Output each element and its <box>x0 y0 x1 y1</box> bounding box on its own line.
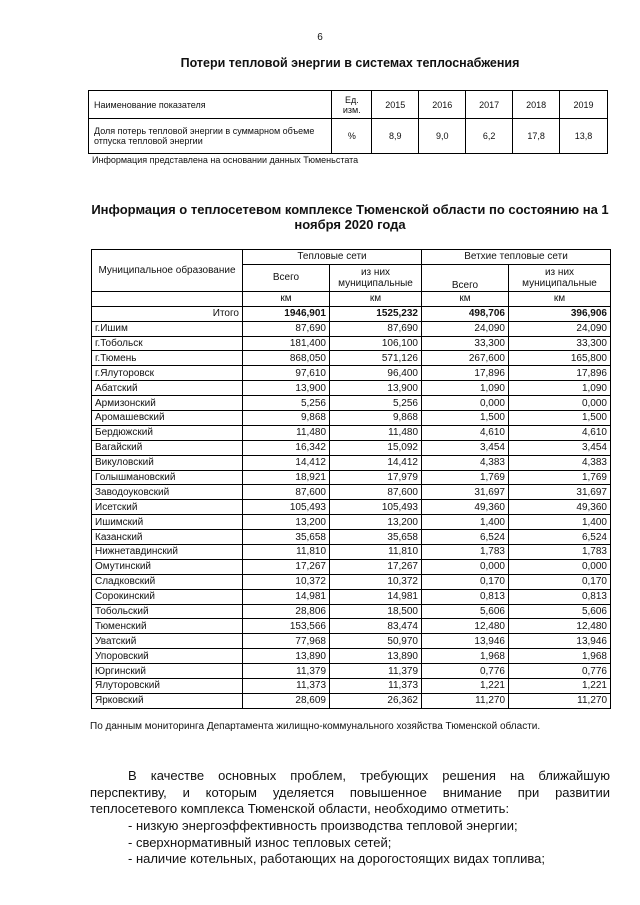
table-cell-value: 77,968 <box>243 634 330 649</box>
total-label: Итого <box>92 306 243 321</box>
table-row <box>92 336 611 351</box>
municipality-name: Исетский <box>92 500 243 515</box>
table-cell-value: 1,783 <box>422 545 509 560</box>
table-cell-value: 571,126 <box>330 351 422 366</box>
municipality-name: Заводоуковский <box>92 485 243 500</box>
table-cell-value: 5,606 <box>509 604 611 619</box>
table-cell-value: 0,776 <box>509 664 611 679</box>
municipality-name: Ялуторовский <box>92 679 243 694</box>
table-cell-value: 9,868 <box>243 411 330 426</box>
table-cell-value: 4,383 <box>509 455 611 470</box>
table-row <box>92 693 611 708</box>
table-cell-value: 4,610 <box>509 425 611 440</box>
table-cell-value: 18,921 <box>243 470 330 485</box>
table-cell-value: 1,783 <box>509 545 611 560</box>
table-cell-value: 11,373 <box>243 679 330 694</box>
header-unit-km: км <box>509 291 611 306</box>
heat-loss-note: Информация представлена на основании данных Тюменьстата <box>92 155 359 165</box>
table-cell-value: 12,480 <box>422 619 509 634</box>
indicator-value: 13,8 <box>560 119 608 154</box>
heat-network-table <box>91 249 611 709</box>
table-cell-value: 5,606 <box>422 604 509 619</box>
municipality-name: Омутинский <box>92 559 243 574</box>
table-cell-value: 0,000 <box>509 396 611 411</box>
table-cell-value: 0,000 <box>422 559 509 574</box>
table-cell-value: 5,256 <box>330 396 422 411</box>
heat-loss-table <box>88 90 608 154</box>
heat-network-table-title: Информация о теплосетевом комплексе Тюменской области по состоянию на 1 ноября 2020 года <box>91 202 609 232</box>
header-total: Всего <box>243 264 330 291</box>
header-old-networks: Ветхие тепловые сети <box>422 250 611 265</box>
table-cell-value: 11,480 <box>330 425 422 440</box>
table-cell-value: 13,200 <box>243 515 330 530</box>
table-row <box>92 530 611 545</box>
table-cell-value: 0,813 <box>422 589 509 604</box>
table-cell-value: 11,270 <box>509 693 611 708</box>
table-cell-value: 14,412 <box>243 455 330 470</box>
table-cell-value: 1,400 <box>422 515 509 530</box>
table-row <box>92 589 611 604</box>
header-municipality: Муниципальное образование <box>92 250 243 292</box>
table-cell-value: 49,360 <box>509 500 611 515</box>
table-cell-value: 1,221 <box>422 679 509 694</box>
header-unit-km: км <box>243 291 330 306</box>
table-cell-value: 4,610 <box>422 425 509 440</box>
table-row <box>92 515 611 530</box>
municipality-name: Уватский <box>92 634 243 649</box>
table-cell-value: 13,200 <box>330 515 422 530</box>
total-value: 396,906 <box>509 306 611 321</box>
table-cell-value: 153,566 <box>243 619 330 634</box>
table-row <box>92 351 611 366</box>
table-row <box>92 634 611 649</box>
municipality-name: Ишимский <box>92 515 243 530</box>
page-number: 6 <box>317 32 323 43</box>
table-source-note: По данным мониторинга Департамента жилищно-коммунального хозяйства Тюменской области. <box>90 721 541 732</box>
body-paragraph: В качестве основных проблем, требующих решения на ближайшую перспективу, и которым уделяется повышенное внимание при развитии теплосетевого комплекса Тюменской области, необходимо отметить: <box>90 768 610 816</box>
table-cell-value: 17,267 <box>243 559 330 574</box>
header-municipal: из них муниципальные <box>330 264 422 291</box>
table-row <box>92 604 611 619</box>
table-cell-value: 105,493 <box>330 500 422 515</box>
table-cell-value: 4,383 <box>422 455 509 470</box>
table-cell-value: 18,500 <box>330 604 422 619</box>
table-cell-value: 1,090 <box>509 381 611 396</box>
table-row <box>92 559 611 574</box>
table-cell-value: 35,658 <box>243 530 330 545</box>
table-cell-value: 1,968 <box>422 649 509 664</box>
table-row <box>92 455 611 470</box>
table-cell-value: 181,400 <box>243 336 330 351</box>
table-cell-value: 0,170 <box>509 574 611 589</box>
table-cell-value: 11,379 <box>330 664 422 679</box>
municipality-name: Армизонский <box>92 396 243 411</box>
table-cell-value: 17,267 <box>330 559 422 574</box>
table-cell-value: 1,500 <box>422 411 509 426</box>
header-year: 2018 <box>513 91 560 119</box>
table-cell-value: 105,493 <box>243 500 330 515</box>
table-row <box>92 649 611 664</box>
table-cell-value: 0,813 <box>509 589 611 604</box>
table-cell-value: 14,981 <box>330 589 422 604</box>
table-cell-value: 13,946 <box>422 634 509 649</box>
municipality-name: Бердюжский <box>92 425 243 440</box>
problem-list <box>128 818 545 868</box>
total-value: 1946,901 <box>243 306 330 321</box>
heat-loss-data-row <box>89 119 608 154</box>
table-cell-value: 1,769 <box>422 470 509 485</box>
table-cell-value: 868,050 <box>243 351 330 366</box>
table-row <box>92 381 611 396</box>
municipality-name: Казанский <box>92 530 243 545</box>
table-cell-value: 11,810 <box>243 545 330 560</box>
indicator-name: Доля потерь тепловой энергии в суммарном объеме отпуска тепловой энергии <box>89 119 332 154</box>
table-cell-value: 14,981 <box>243 589 330 604</box>
total-value: 1525,232 <box>330 306 422 321</box>
table-cell-value: 28,609 <box>243 693 330 708</box>
table-cell-value: 3,454 <box>509 440 611 455</box>
table-row <box>92 619 611 634</box>
table-cell-value: 13,900 <box>330 381 422 396</box>
table-row <box>92 470 611 485</box>
municipality-name: Упоровский <box>92 649 243 664</box>
table-cell-value: 87,690 <box>243 321 330 336</box>
header-year: 2017 <box>466 91 513 119</box>
header-year: 2015 <box>372 91 419 119</box>
table-row <box>92 366 611 381</box>
indicator-value: 8,9 <box>372 119 419 154</box>
municipality-name: г.Тобольск <box>92 336 243 351</box>
municipality-name: Тюменский <box>92 619 243 634</box>
table-cell-value: 13,946 <box>509 634 611 649</box>
table-cell-value: 33,300 <box>509 336 611 351</box>
table-row <box>92 440 611 455</box>
table-cell-value: 16,342 <box>243 440 330 455</box>
table-cell-value: 35,658 <box>330 530 422 545</box>
table-cell-value: 87,600 <box>330 485 422 500</box>
header-row-groups <box>92 250 611 265</box>
indicator-value: 6,2 <box>466 119 513 154</box>
table-cell-value: 11,810 <box>330 545 422 560</box>
table-cell-value: 87,690 <box>330 321 422 336</box>
municipality-name: г.Ялуторовск <box>92 366 243 381</box>
table-cell-value: 49,360 <box>422 500 509 515</box>
municipality-name: Тобольский <box>92 604 243 619</box>
indicator-value: 17,8 <box>513 119 560 154</box>
table-cell-value: 31,697 <box>422 485 509 500</box>
table-cell-value: 24,090 <box>509 321 611 336</box>
total-value: 498,706 <box>422 306 509 321</box>
table-cell-value: 1,769 <box>509 470 611 485</box>
municipality-name: Абатский <box>92 381 243 396</box>
header-municipal: из них муниципальные <box>509 264 611 291</box>
table-cell-value: 3,454 <box>422 440 509 455</box>
header-total: Всего <box>422 264 509 291</box>
indicator-value: 9,0 <box>419 119 466 154</box>
municipality-name: Ярковский <box>92 693 243 708</box>
table-cell-value: 12,480 <box>509 619 611 634</box>
municipality-name: Вагайский <box>92 440 243 455</box>
table-cell-value: 165,800 <box>509 351 611 366</box>
table-cell-value: 31,697 <box>509 485 611 500</box>
table-cell-value: 24,090 <box>422 321 509 336</box>
header-year: 2019 <box>560 91 608 119</box>
municipality-name: Юргинский <box>92 664 243 679</box>
table-cell-value: 11,480 <box>243 425 330 440</box>
header-unit-km: км <box>330 291 422 306</box>
table-cell-value: 6,524 <box>422 530 509 545</box>
table-cell-value: 13,900 <box>243 381 330 396</box>
header-row-units <box>92 291 611 306</box>
table-cell-value: 96,400 <box>330 366 422 381</box>
table-row <box>92 500 611 515</box>
table-cell-value: 11,373 <box>330 679 422 694</box>
table-cell-value: 10,372 <box>243 574 330 589</box>
table-cell-value: 17,979 <box>330 470 422 485</box>
table-cell-value: 1,968 <box>509 649 611 664</box>
table-cell-value: 11,379 <box>243 664 330 679</box>
heat-loss-header-row <box>89 91 608 119</box>
table-row <box>92 664 611 679</box>
table-row <box>92 411 611 426</box>
table-cell-value: 97,610 <box>243 366 330 381</box>
header-heat-networks: Тепловые сети <box>243 250 422 265</box>
table-cell-value: 15,092 <box>330 440 422 455</box>
table-cell-value: 26,362 <box>330 693 422 708</box>
header-unit-km: км <box>422 291 509 306</box>
table-cell-value: 83,474 <box>330 619 422 634</box>
table-cell-value: 1,221 <box>509 679 611 694</box>
total-row <box>92 306 611 321</box>
header-empty-cell <box>92 291 243 306</box>
table-cell-value: 13,890 <box>330 649 422 664</box>
table-row <box>92 485 611 500</box>
list-item: - наличие котельных, работающих на дорогостоящих видах топлива; <box>128 851 546 866</box>
header-unit: Ед. изм. <box>332 91 372 119</box>
table-cell-value: 28,806 <box>243 604 330 619</box>
municipality-name: Нижнетавдинский <box>92 545 243 560</box>
table-cell-value: 11,270 <box>422 693 509 708</box>
table-cell-value: 6,524 <box>509 530 611 545</box>
table-cell-value: 10,372 <box>330 574 422 589</box>
table-row <box>92 545 611 560</box>
table-row <box>92 396 611 411</box>
table-row <box>92 574 611 589</box>
table-cell-value: 50,970 <box>330 634 422 649</box>
table-cell-value: 0,170 <box>422 574 509 589</box>
municipality-name: Сорокинский <box>92 589 243 604</box>
header-indicator-name: Наименование показателя <box>89 91 332 119</box>
municipality-name: Аромашевский <box>92 411 243 426</box>
header-year: 2016 <box>419 91 466 119</box>
table-cell-value: 17,896 <box>422 366 509 381</box>
table-cell-value: 14,412 <box>330 455 422 470</box>
municipality-name: г.Тюмень <box>92 351 243 366</box>
table-cell-value: 1,500 <box>509 411 611 426</box>
table-cell-value: 0,000 <box>509 559 611 574</box>
table-cell-value: 5,256 <box>243 396 330 411</box>
table-cell-value: 267,600 <box>422 351 509 366</box>
table-cell-value: 87,600 <box>243 485 330 500</box>
table-cell-value: 9,868 <box>330 411 422 426</box>
table-cell-value: 1,400 <box>509 515 611 530</box>
list-item: - низкую энергоэффективность производства тепловой энергии; <box>128 818 518 833</box>
indicator-unit: % <box>332 119 372 154</box>
municipality-name: Викуловский <box>92 455 243 470</box>
table-cell-value: 0,000 <box>422 396 509 411</box>
table-cell-value: 17,896 <box>509 366 611 381</box>
table-row <box>92 425 611 440</box>
table-cell-value: 1,090 <box>422 381 509 396</box>
table-row <box>92 679 611 694</box>
heat-loss-table-title: Потери тепловой энергии в системах теплоснабжения <box>180 56 520 70</box>
table-row <box>92 321 611 336</box>
table-cell-value: 33,300 <box>422 336 509 351</box>
municipality-name: г.Ишим <box>92 321 243 336</box>
municipality-name: Сладковский <box>92 574 243 589</box>
table-cell-value: 0,776 <box>422 664 509 679</box>
municipality-name: Голышмановский <box>92 470 243 485</box>
table-cell-value: 13,890 <box>243 649 330 664</box>
table-cell-value: 106,100 <box>330 336 422 351</box>
list-item: - сверхнормативный износ тепловых сетей; <box>128 834 392 850</box>
